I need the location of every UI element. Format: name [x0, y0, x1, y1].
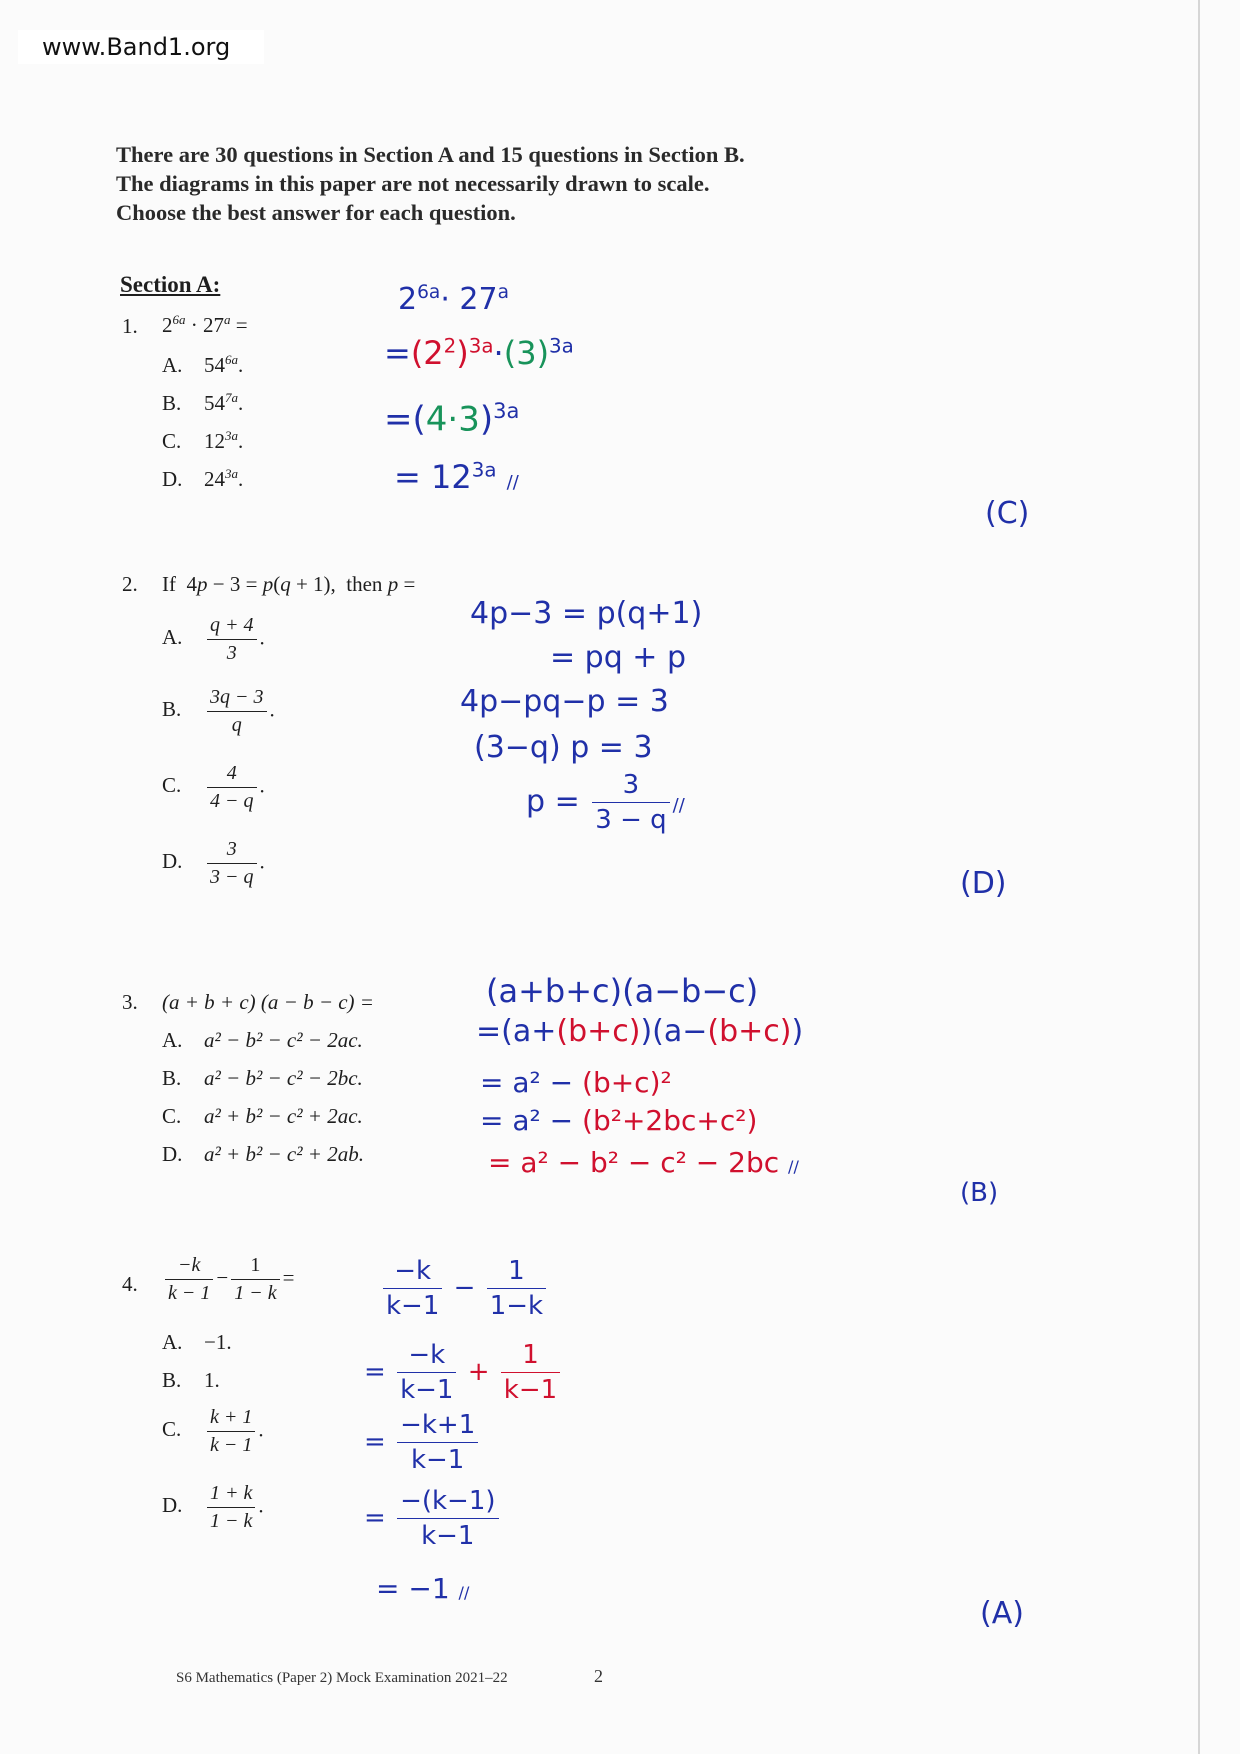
q2-option-d: D. $\frac{3}{3 - q}$ . — [162, 838, 265, 888]
q4-option-b: B. 1. — [162, 1368, 220, 1392]
instruction-line: There are 30 questions in Section A and 15 questions in Section B. — [116, 142, 745, 167]
q4-working-line1: $\frac{-k}{k-1}$ − $\frac{1}{1-k}$ — [380, 1256, 549, 1321]
q1-working-line4: = $12^{3a}$ // — [394, 458, 519, 496]
q3-stem: (a + b + c) (a − b − c) = — [162, 990, 374, 1014]
instruction-line: The diagrams in this paper are not necessarily drawn to scale. — [116, 171, 710, 196]
q3-option-c: C. a² + b² − c² + 2ac. — [162, 1104, 363, 1128]
q1-option-d: D. $24^{3a}$. — [162, 466, 244, 491]
q4-working-line3: = $\frac{-k+1}{k-1}$ — [364, 1410, 481, 1475]
q2-working-line4: (3−q) p = 3 — [474, 730, 653, 765]
q3-answer-mark: (B) — [960, 1178, 999, 1208]
q2-option-b: B. $\frac{3q - 3}{q}$ . — [162, 686, 275, 736]
q3-number: 3. — [122, 990, 138, 1014]
q2-working-line2: = pq + p — [550, 640, 687, 675]
q3-working-line1: (a+b+c)(a−b−c) — [486, 972, 759, 1010]
q1-working-line2: $=(2^2)^{3a}\cdot(3)^{3a}$ — [384, 334, 574, 372]
section-title: Section A: — [120, 272, 221, 297]
q4-number: 4. — [122, 1272, 138, 1296]
q2-stem: If 4p − 3 = p(q + 1), then p = — [162, 572, 416, 596]
q2-answer-mark: (D) — [960, 866, 1007, 901]
q1-option-a: A. $54^{6a}$. — [162, 352, 244, 377]
q2-working-line5: p = $\frac{3}{3 - q}$ // — [526, 770, 685, 835]
q4-answer-mark: (A) — [980, 1596, 1024, 1631]
q1-number: 1. — [122, 314, 138, 338]
q3-working-line3: = a² − (b+c)² — [480, 1066, 672, 1099]
q3-option-a: A. a² − b² − c² − 2ac. — [162, 1028, 363, 1052]
q2-option-a: A. $\frac{q + 4}{3}$ . — [162, 614, 265, 664]
page-edge-shadow — [1198, 0, 1200, 1754]
q2-option-c: C. $\frac{4}{4 - q}$ . — [162, 762, 265, 812]
page-footer: S6 Mathematics (Paper 2) Mock Examination 2021–22 — [176, 1670, 508, 1686]
q3-option-d: D. a² + b² − c² + 2ab. — [162, 1142, 364, 1166]
q1-working-line3: $=(4\cdot 3)^{3a}$ — [384, 398, 520, 440]
q3-working-line2: =(a+(b+c))(a−(b+c)) — [476, 1014, 804, 1049]
q1-option-b: B. $54^{7a}$. — [162, 390, 244, 415]
q4-option-c: C. $\frac{k + 1}{k - 1}$ . — [162, 1406, 264, 1456]
instruction-line: Choose the best answer for each question. — [116, 200, 516, 225]
q1-option-c: C. $12^{3a}$. — [162, 428, 244, 453]
q1-working-line1: $2^{6a}\cdot 27^a$ — [398, 282, 509, 317]
q4-working-line5: = −1 // — [376, 1572, 470, 1605]
site-watermark: www.Band1.org — [18, 30, 264, 64]
q3-option-b: B. a² − b² − c² − 2bc. — [162, 1066, 363, 1090]
q4-working-line4: = $\frac{-(k-1)}{k-1}$ — [364, 1486, 502, 1551]
q4-option-d: D. $\frac{1 + k}{1 - k}$ . — [162, 1482, 264, 1532]
q1-answer-mark: (C) — [985, 496, 1030, 531]
q2-working-line1: 4p−3 = p(q+1) — [470, 596, 703, 631]
q1-stem: $2^{6a} \cdot 27^a$ = — [162, 312, 248, 337]
q3-working-line4: = a² − (b²+2bc+c²) — [480, 1104, 758, 1137]
page-number: 2 — [594, 1666, 603, 1686]
q2-number: 2. — [122, 572, 138, 596]
q3-working-line5: = a² − b² − c² − 2bc // — [488, 1146, 799, 1179]
q2-working-line3: 4p−pq−p = 3 — [460, 684, 669, 719]
instructions — [116, 140, 745, 227]
q4-stem: $\frac{-k}{k - 1}$ − $\frac{1}{1 - k}$ = — [162, 1254, 294, 1305]
q4-option-a: A. −1. — [162, 1330, 232, 1354]
q4-working-line2: = $\frac{-k}{k-1}$ + $\frac{1}{k-1}$ — [364, 1340, 563, 1405]
